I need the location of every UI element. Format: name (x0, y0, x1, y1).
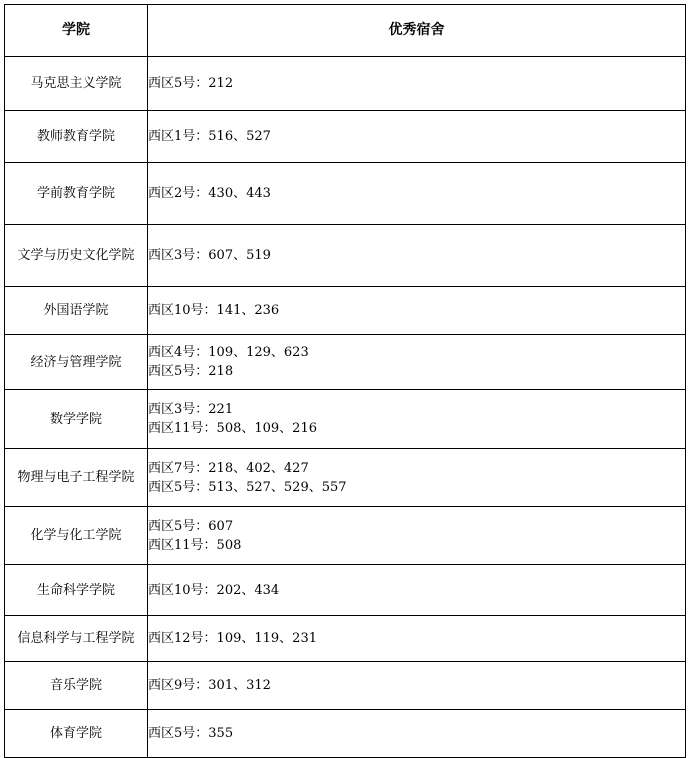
dorm-entry: 西区2号：430、443 (148, 186, 271, 201)
header-dorms: 优秀宿舍 (148, 5, 686, 57)
dorm-entry: 西区5号：607 (148, 518, 234, 534)
college-cell: 学前教育学院 (5, 163, 148, 225)
dorm-entry: 西区10号：141、236 (148, 303, 280, 318)
college-cell: 外国语学院 (5, 287, 148, 335)
table-row (5, 565, 686, 616)
table-row (5, 287, 686, 335)
dorm-entry: 西区3号：607、519 (148, 248, 271, 263)
dorm-entry: 西区3号：221 (148, 402, 234, 417)
college-cell: 体育学院 (5, 710, 148, 758)
dorm-entry: 西区11号：508 (148, 537, 242, 553)
college-cell: 音乐学院 (5, 662, 148, 710)
dorms-cell (148, 225, 686, 287)
table-row (5, 225, 686, 287)
table-row (5, 616, 686, 662)
college-cell: 马克思主义学院 (5, 57, 148, 111)
table-row (5, 111, 686, 163)
table-row (5, 662, 686, 710)
dorms-cell (148, 57, 686, 111)
dorm-entry: 西区5号：355 (148, 726, 234, 741)
college-cell: 经济与管理学院 (5, 335, 148, 390)
table-row (5, 57, 686, 111)
table-row (5, 390, 686, 449)
dorms-cell (148, 163, 686, 225)
college-cell: 生命科学学院 (5, 565, 148, 616)
college-cell: 化学与化工学院 (5, 507, 148, 565)
dorms-cell (148, 565, 686, 616)
college-cell: 教师教育学院 (5, 111, 148, 163)
dorms-cell (148, 111, 686, 163)
dorm-entry: 西区7号：218、402、427 (148, 460, 309, 476)
header-row (5, 5, 686, 57)
table-row (5, 507, 686, 565)
dorms-cell (148, 616, 686, 662)
college-cell: 数学学院 (5, 390, 148, 449)
dorms-cell (148, 449, 686, 507)
dorm-entry: 西区12号：109、119、231 (148, 631, 317, 646)
college-cell: 文学与历史文化学院 (5, 225, 148, 287)
table-body (5, 57, 686, 758)
dorms-cell (148, 287, 686, 335)
table-row (5, 710, 686, 758)
dorms-cell (148, 507, 686, 565)
table-row (5, 335, 686, 390)
excellent-dorms-table (4, 4, 686, 758)
dorm-entry: 西区4号：109、129、623 (148, 345, 309, 360)
table-row (5, 163, 686, 225)
dorm-entry: 西区5号：218 (148, 364, 234, 379)
header-college: 学院 (5, 5, 148, 57)
college-cell: 物理与电子工程学院 (5, 449, 148, 507)
dorm-entry: 西区5号：513、527、529、557 (148, 479, 347, 495)
dorm-entry: 西区9号：301、312 (148, 678, 271, 693)
table-row (5, 449, 686, 507)
dorm-entry: 西区5号：212 (148, 76, 234, 91)
dorms-cell (148, 390, 686, 449)
dorm-entry: 西区1号：516、527 (148, 129, 271, 144)
dorm-entry: 西区11号：508、109、216 (148, 421, 317, 436)
dorms-cell (148, 335, 686, 390)
dorms-cell (148, 710, 686, 758)
dorm-entry: 西区10号：202、434 (148, 582, 280, 598)
college-cell: 信息科学与工程学院 (5, 616, 148, 662)
dorms-cell (148, 662, 686, 710)
